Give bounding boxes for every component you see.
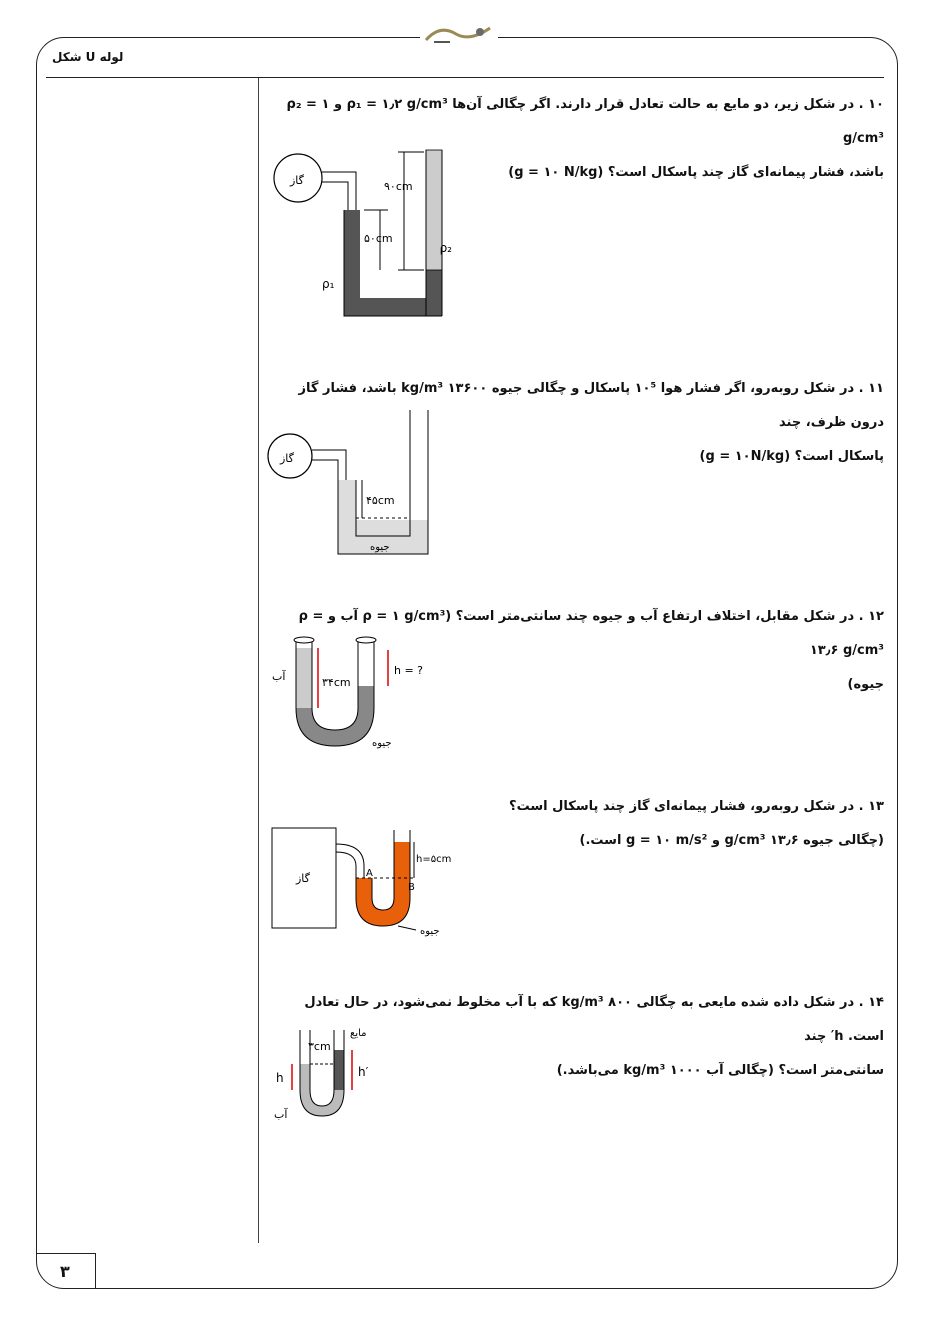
water-label-14: آب [274,1108,288,1121]
question-11-line2: پاسکال است؟ (g = ۱۰N/kg) [699,449,884,464]
water-label-12: آب [272,670,286,683]
chapter-title: لوله U شکل [52,50,124,64]
column-divider [258,78,259,1243]
point-a-label: A [366,868,373,879]
rho2-label: ρ₂ [439,241,452,255]
header-divider [46,77,884,78]
question-13-line1: ۱۳ . در شکل روبه‌رو، فشار پیمانه‌ای گاز چند پاسکال است؟ [509,799,884,814]
publisher-logo [420,18,498,48]
mercury-label-13: جیوه [420,926,440,937]
question-10-line2: باشد، فشار پیمانه‌ای گاز چند پاسکال است؟ (g = ۱۰ N/kg) [508,165,884,180]
hq-label: h = ? [394,664,424,677]
figure-q12 [268,632,438,752]
question-14-line1: ۱۴ . در شکل داده شده مایعی به چگالی ۸۰۰ kg/m³ که با آب مخلوط نمی‌شود، در حال تعادل است. h′ چند [304,995,884,1044]
gas-label-13: گاز [296,872,310,885]
question-12-line2: جیوه) [847,677,884,692]
mercury-label-12: جیوه [372,738,392,749]
h-prime-label: h′ [358,1065,369,1079]
question-13-line2: (چگالی جیوه ۱۳٫۶ g/cm³ و g = ۱۰ m/s² است.) [579,833,884,848]
h3-label: ۳cm [308,1040,331,1053]
gas-label: گاز [290,174,304,187]
h34-label: ۳۴cm [322,676,351,689]
figure-q13 [270,826,460,938]
rho1-label: ρ₁ [322,277,335,291]
question-11-line1: ۱۱ . در شکل روبه‌رو، اگر فشار هوا ۱۰⁵ پاسکال و چگالی جیوه ۱۳۶۰۰ kg/m³ باشد، فشار گاز درون ظرف، چند [298,381,884,430]
h5-label: h=۵cm [416,854,452,865]
question-14-line2: سانتی‌متر است؟ (چگالی آب ۱۰۰۰ kg/m³ می‌باشد.) [556,1063,884,1078]
point-b-label: B [408,882,415,893]
figure-q10 [268,148,452,320]
liquid-label: مایع [350,1028,367,1039]
h50-label: ۵۰cm [364,232,393,245]
mercury-label-11: جیوه [370,542,390,553]
figure-q14 [270,1020,390,1124]
page-number: ۳ [60,1262,70,1281]
h90-label: ۹۰cm [384,180,413,193]
h45-label: ۴۵cm [366,494,395,507]
h-label: h [276,1071,284,1085]
gas-label-11: گاز [280,452,294,465]
figure-q11 [266,406,436,558]
question-10-line1: ۱۰ . در شکل زیر، دو مایع به حالت تعادل قرار دارند. اگر چگالی آن‌ها ρ₁ = ۱٫۲ g/cm³ و ρ₂ = ۱ g/cm³ [286,97,884,146]
question-12-line1: ۱۲ . در شکل مقابل، اختلاف ارتفاع آب و جیوه چند سانتی‌متر است؟ (ρ = ۱ g/cm³ آب و ρ = ۱۳٫۶ g/cm³ [298,609,884,658]
